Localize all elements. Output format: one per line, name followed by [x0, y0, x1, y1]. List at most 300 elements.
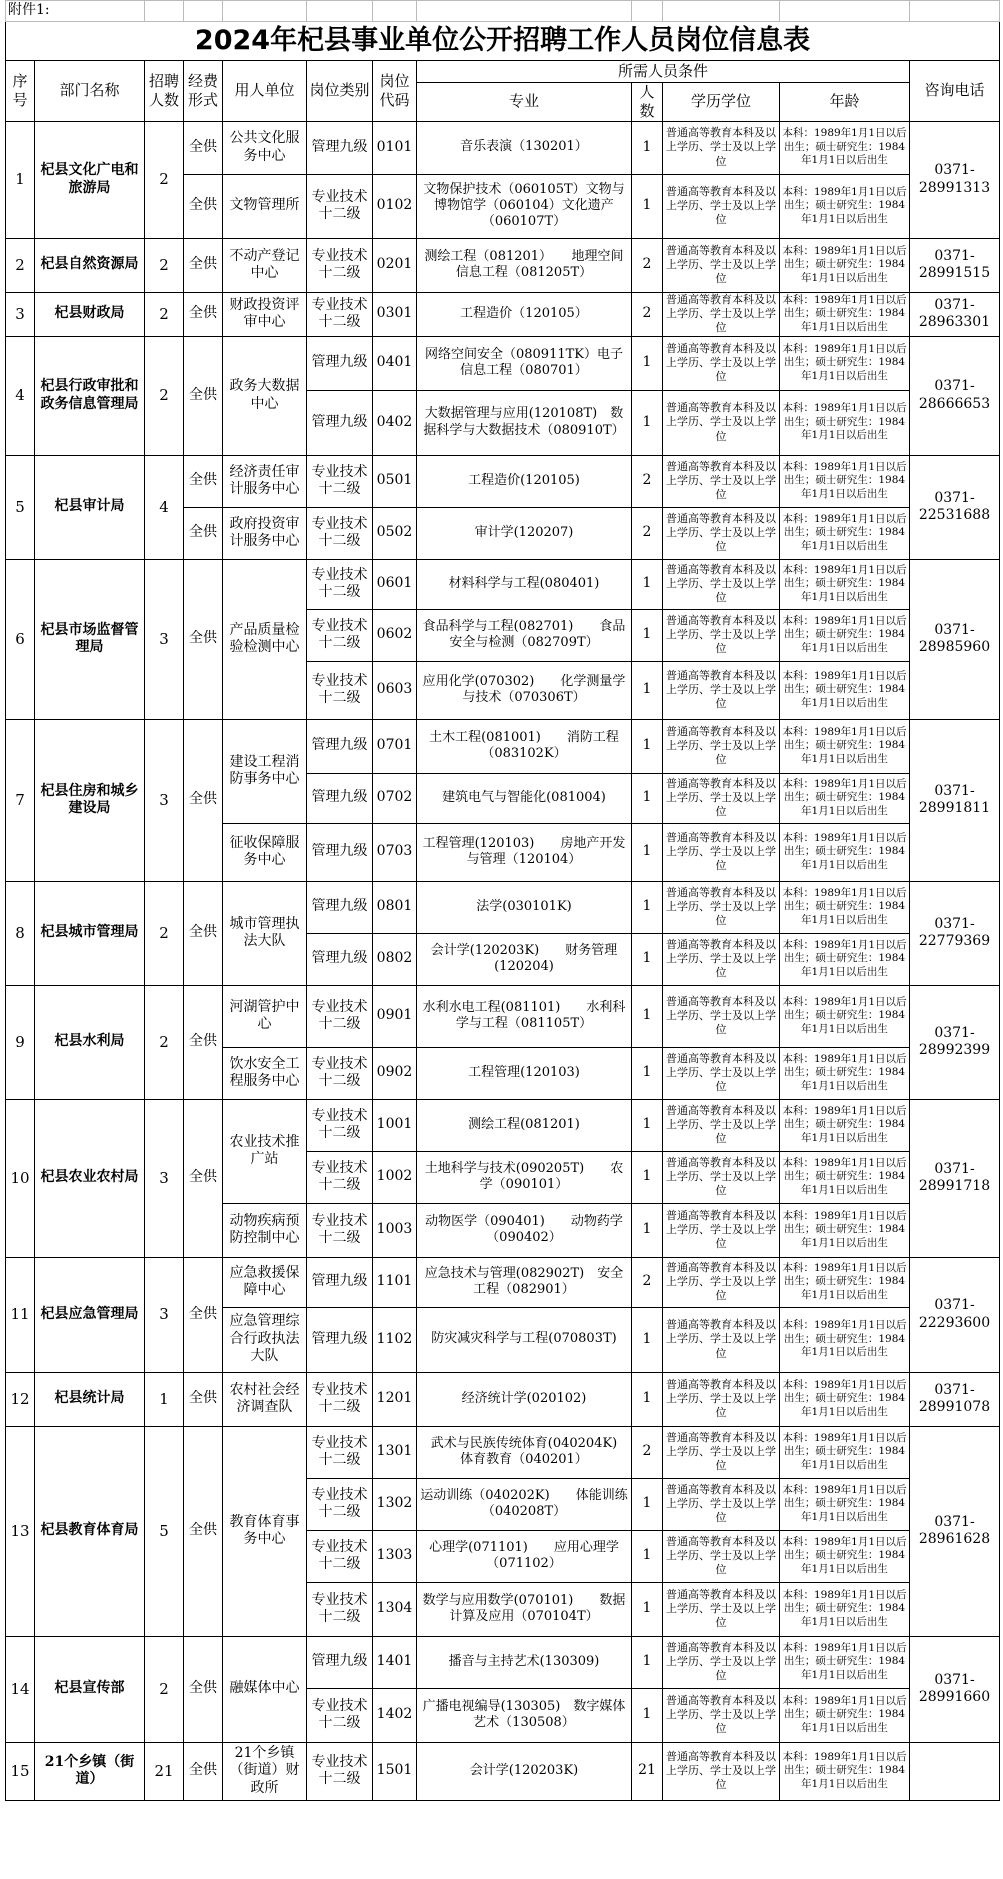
required-count: 2: [632, 292, 663, 336]
required-count: 1: [632, 1307, 663, 1372]
position-category: 管理九级: [307, 1307, 373, 1372]
fund-type: 全供: [184, 881, 223, 985]
required-major: 经济统计学(020102): [417, 1372, 632, 1426]
position-category: 管理九级: [307, 719, 373, 773]
position-code: 1501: [373, 1742, 417, 1800]
hire-count: 3: [145, 1099, 184, 1257]
employer-unit: 应急救援保障中心: [223, 1257, 307, 1307]
position-category: 管理九级: [307, 390, 373, 455]
position-category: 专业技术十二级: [307, 292, 373, 336]
required-major: 工程管理(120103): [417, 1047, 632, 1099]
consult-phone: 0371-28991660: [910, 1636, 1000, 1742]
position-code: 0602: [373, 609, 417, 661]
position-category: 专业技术十二级: [307, 174, 373, 238]
group-no: 3: [6, 292, 35, 336]
consult-phone: 0371-28991078: [910, 1372, 1000, 1426]
required-count: 1: [632, 1203, 663, 1257]
required-count: 1: [632, 719, 663, 773]
required-count: 1: [632, 1688, 663, 1742]
required-count: 1: [632, 390, 663, 455]
position-code: 0902: [373, 1047, 417, 1099]
required-count: 1: [632, 1636, 663, 1688]
header-fund: 经费形式: [184, 61, 223, 122]
required-major: 数学与应用数学(070101) 数据计算及应用（070104T）: [417, 1582, 632, 1636]
employer-unit: 财政投资评审中心: [223, 292, 307, 336]
education-requirement: 普通高等教育本科及以上学历、学士及以上学位: [663, 1151, 780, 1203]
required-major: 防灾减灾科学与工程(070803T): [417, 1307, 632, 1372]
consult-phone: 0371-28961628: [910, 1426, 1000, 1636]
age-requirement: 本科：1989年1月1日以后出生；硕士研究生：1984年1月1日以后出生: [780, 336, 910, 390]
position-category: 管理九级: [307, 881, 373, 933]
department-name: 杞县统计局: [35, 1372, 145, 1426]
employer-unit: 动物疾病预防控制中心: [223, 1203, 307, 1257]
age-requirement: 本科：1989年1月1日以后出生；硕士研究生：1984年1月1日以后出生: [780, 1372, 910, 1426]
department-name: 杞县宣传部: [35, 1636, 145, 1742]
position-code: 1001: [373, 1099, 417, 1151]
required-count: 1: [632, 559, 663, 609]
position-category: 专业技术十二级: [307, 1426, 373, 1478]
fund-type: 全供: [184, 336, 223, 455]
attachment-row: [6, 1, 1000, 22]
position-code: 0102: [373, 174, 417, 238]
required-major: 会计学(120203K): [417, 1742, 632, 1800]
consult-phone: 0371-28991718: [910, 1099, 1000, 1257]
required-count: 1: [632, 121, 663, 174]
required-major: 土木工程(081001) 消防工程（083102K）: [417, 719, 632, 773]
required-count: 2: [632, 455, 663, 507]
department-name: 杞县农业农村局: [35, 1099, 145, 1257]
position-category: 管理九级: [307, 1257, 373, 1307]
employer-unit: 经济责任审计服务中心: [223, 455, 307, 507]
age-requirement: 本科：1989年1月1日以后出生；硕士研究生：1984年1月1日以后出生: [780, 1636, 910, 1688]
position-code: 0501: [373, 455, 417, 507]
required-count: 1: [632, 174, 663, 238]
age-requirement: 本科：1989年1月1日以后出生；硕士研究生：1984年1月1日以后出生: [780, 661, 910, 719]
hire-count: 3: [145, 719, 184, 881]
required-count: 2: [632, 1257, 663, 1307]
table-row: [6, 121, 1000, 174]
position-category: 专业技术十二级: [307, 1582, 373, 1636]
position-code: 1302: [373, 1478, 417, 1530]
age-requirement: 本科：1989年1月1日以后出生；硕士研究生：1984年1月1日以后出生: [780, 933, 910, 985]
fund-type: 全供: [184, 292, 223, 336]
hire-count: 3: [145, 1257, 184, 1372]
department-name: 杞县文化广电和旅游局: [35, 121, 145, 238]
department-name: 21个乡镇（街道）: [35, 1742, 145, 1800]
position-category: 专业技术十二级: [307, 507, 373, 559]
fund-type: 全供: [184, 1257, 223, 1372]
recruitment-table-page: [5, 0, 999, 1801]
age-requirement: 本科：1989年1月1日以后出生；硕士研究生：1984年1月1日以后出生: [780, 292, 910, 336]
education-requirement: 普通高等教育本科及以上学历、学士及以上学位: [663, 609, 780, 661]
fund-type: 全供: [184, 1372, 223, 1426]
consult-phone: 0371-28992399: [910, 985, 1000, 1099]
department-name: 杞县市场监督管理局: [35, 559, 145, 719]
group-no: 12: [6, 1372, 35, 1426]
education-requirement: 普通高等教育本科及以上学历、学士及以上学位: [663, 292, 780, 336]
table-row: [6, 881, 1000, 933]
table-row: [6, 719, 1000, 773]
employer-unit: 产品质量检验检测中心: [223, 559, 307, 719]
education-requirement: 普通高等教育本科及以上学历、学士及以上学位: [663, 1257, 780, 1307]
position-category: 管理九级: [307, 1636, 373, 1688]
required-count: 2: [632, 1426, 663, 1478]
title-row: [6, 22, 1000, 61]
table-row: [6, 336, 1000, 390]
position-code: 0401: [373, 336, 417, 390]
hire-count: 2: [145, 238, 184, 292]
fund-type: 全供: [184, 1742, 223, 1800]
education-requirement: 普通高等教育本科及以上学历、学士及以上学位: [663, 719, 780, 773]
age-requirement: 本科：1989年1月1日以后出生；硕士研究生：1984年1月1日以后出生: [780, 1307, 910, 1372]
age-requirement: 本科：1989年1月1日以后出生；硕士研究生：1984年1月1日以后出生: [780, 121, 910, 174]
header-unit: 用人单位: [223, 61, 307, 122]
employer-unit: 应急管理综合行政执法大队: [223, 1307, 307, 1372]
required-major: 网络空间安全（080911TK）电子信息工程（080701）: [417, 336, 632, 390]
education-requirement: 普通高等教育本科及以上学历、学士及以上学位: [663, 507, 780, 559]
employer-unit: 政府投资审计服务中心: [223, 507, 307, 559]
required-count: 1: [632, 773, 663, 823]
education-requirement: 普通高等教育本科及以上学历、学士及以上学位: [663, 1530, 780, 1582]
education-requirement: 普通高等教育本科及以上学历、学士及以上学位: [663, 336, 780, 390]
table-row: [6, 238, 1000, 292]
required-major: 土地科学与技术(090205T) 农学（090101）: [417, 1151, 632, 1203]
required-major: 运动训练（040202K) 体能训练（040208T）: [417, 1478, 632, 1530]
age-requirement: 本科：1989年1月1日以后出生；硕士研究生：1984年1月1日以后出生: [780, 238, 910, 292]
employer-unit: 农业技术推广站: [223, 1099, 307, 1203]
education-requirement: 普通高等教育本科及以上学历、学士及以上学位: [663, 985, 780, 1047]
required-major: 工程管理(120103) 房地产开发与管理（120104）: [417, 823, 632, 881]
required-major: 大数据管理与应用(120108T) 数据科学与大数据技术（080910T）: [417, 390, 632, 455]
position-category: 专业技术十二级: [307, 1151, 373, 1203]
required-count: 1: [632, 1099, 663, 1151]
position-info-table: [5, 0, 1000, 1801]
position-category: 专业技术十二级: [307, 1688, 373, 1742]
position-code: 0703: [373, 823, 417, 881]
position-category: 专业技术十二级: [307, 1530, 373, 1582]
age-requirement: 本科：1989年1月1日以后出生；硕士研究生：1984年1月1日以后出生: [780, 881, 910, 933]
required-major: 文物保护技术（060105T）文物与博物馆学（060104）文化遗产（060107T）: [417, 174, 632, 238]
employer-unit: 城市管理执法大队: [223, 881, 307, 985]
fund-type: 全供: [184, 121, 223, 174]
required-major: 应急技术与管理(082902T) 安全工程（082901）: [417, 1257, 632, 1307]
position-code: 0201: [373, 238, 417, 292]
header-tel: 咨询电话: [910, 61, 1000, 122]
required-major: 水利水电工程(081101) 水利科学与工程（081105T）: [417, 985, 632, 1047]
age-requirement: 本科：1989年1月1日以后出生；硕士研究生：1984年1月1日以后出生: [780, 1530, 910, 1582]
fund-type: 全供: [184, 455, 223, 507]
required-major: 材料科学与工程(080401): [417, 559, 632, 609]
consult-phone: 0371-22293600: [910, 1257, 1000, 1372]
required-count: 1: [632, 1047, 663, 1099]
required-count: 1: [632, 933, 663, 985]
table-row: [6, 1099, 1000, 1151]
consult-phone: 0371-28991313: [910, 121, 1000, 238]
required-major: 食品科学与工程(082701) 食品安全与检测（082709T）: [417, 609, 632, 661]
position-code: 0601: [373, 559, 417, 609]
required-count: 1: [632, 1478, 663, 1530]
hire-count: 2: [145, 292, 184, 336]
position-code: 0502: [373, 507, 417, 559]
age-requirement: 本科：1989年1月1日以后出生；硕士研究生：1984年1月1日以后出生: [780, 1582, 910, 1636]
fund-type: 全供: [184, 1636, 223, 1742]
group-no: 4: [6, 336, 35, 455]
education-requirement: 普通高等教育本科及以上学历、学士及以上学位: [663, 1582, 780, 1636]
position-code: 1301: [373, 1426, 417, 1478]
position-code: 0101: [373, 121, 417, 174]
table-row: [6, 1426, 1000, 1478]
position-category: 管理九级: [307, 773, 373, 823]
header-row-1: [6, 61, 1000, 83]
group-no: 5: [6, 455, 35, 559]
required-major: 测绘工程(081201): [417, 1099, 632, 1151]
age-requirement: 本科：1989年1月1日以后出生；硕士研究生：1984年1月1日以后出生: [780, 609, 910, 661]
table-row: [6, 455, 1000, 507]
age-requirement: 本科：1989年1月1日以后出生；硕士研究生：1984年1月1日以后出生: [780, 719, 910, 773]
consult-phone: 0371-28666653: [910, 336, 1000, 455]
required-major: 播音与主持艺术(130309): [417, 1636, 632, 1688]
fund-type: 全供: [184, 238, 223, 292]
department-name: 杞县教育体育局: [35, 1426, 145, 1636]
position-category: 管理九级: [307, 121, 373, 174]
required-major: 武术与民族传统体育(040204K) 体育教育（040201）: [417, 1426, 632, 1478]
fund-type: 全供: [184, 719, 223, 881]
required-major: 动物医学（090401) 动物药学（090402）: [417, 1203, 632, 1257]
fund-type: 全供: [184, 174, 223, 238]
table-row: [6, 292, 1000, 336]
department-name: 杞县审计局: [35, 455, 145, 559]
consult-phone: 0371-22531688: [910, 455, 1000, 559]
age-requirement: 本科：1989年1月1日以后出生；硕士研究生：1984年1月1日以后出生: [780, 1426, 910, 1478]
fund-type: 全供: [184, 1099, 223, 1257]
required-count: 2: [632, 507, 663, 559]
required-major: 心理学(071101) 应用心理学（071102）: [417, 1530, 632, 1582]
department-name: 杞县水利局: [35, 985, 145, 1099]
department-name: 杞县城市管理局: [35, 881, 145, 985]
position-category: 管理九级: [307, 336, 373, 390]
position-code: 1201: [373, 1372, 417, 1426]
group-no: 7: [6, 719, 35, 881]
age-requirement: 本科：1989年1月1日以后出生；硕士研究生：1984年1月1日以后出生: [780, 390, 910, 455]
hire-count: 4: [145, 455, 184, 559]
required-major: 法学(030101K): [417, 881, 632, 933]
age-requirement: 本科：1989年1月1日以后出生；硕士研究生：1984年1月1日以后出生: [780, 507, 910, 559]
required-major: 工程造价(120105): [417, 455, 632, 507]
required-major: 会计学(120203K) 财务管理(120204): [417, 933, 632, 985]
position-category: 专业技术十二级: [307, 609, 373, 661]
department-name: 杞县住房和城乡建设局: [35, 719, 145, 881]
required-count: 1: [632, 823, 663, 881]
hire-count: 21: [145, 1742, 184, 1800]
position-code: 1002: [373, 1151, 417, 1203]
required-count: 1: [632, 609, 663, 661]
education-requirement: 普通高等教育本科及以上学历、学士及以上学位: [663, 1688, 780, 1742]
required-count: 2: [632, 238, 663, 292]
employer-unit: 教育体育事务中心: [223, 1426, 307, 1636]
position-category: 专业技术十二级: [307, 1372, 373, 1426]
required-major: 建筑电气与智能化(081004): [417, 773, 632, 823]
header-cnt: 人数: [632, 83, 663, 122]
position-code: 1102: [373, 1307, 417, 1372]
consult-phone: [910, 1742, 1000, 1800]
group-no: 14: [6, 1636, 35, 1742]
group-no: 9: [6, 985, 35, 1099]
education-requirement: 普通高等教育本科及以上学历、学士及以上学位: [663, 390, 780, 455]
required-count: 1: [632, 985, 663, 1047]
age-requirement: 本科：1989年1月1日以后出生；硕士研究生：1984年1月1日以后出生: [780, 1203, 910, 1257]
required-count: 1: [632, 1582, 663, 1636]
education-requirement: 普通高等教育本科及以上学历、学士及以上学位: [663, 1307, 780, 1372]
position-category: 专业技术十二级: [307, 661, 373, 719]
required-major: 测绘工程（081201） 地理空间信息工程（081205T）: [417, 238, 632, 292]
header-hire: 招聘人数: [145, 61, 184, 122]
table-row: [6, 985, 1000, 1047]
age-requirement: 本科：1989年1月1日以后出生；硕士研究生：1984年1月1日以后出生: [780, 823, 910, 881]
employer-unit: 饮水安全工程服务中心: [223, 1047, 307, 1099]
position-category: 专业技术十二级: [307, 1742, 373, 1800]
education-requirement: 普通高等教育本科及以上学历、学士及以上学位: [663, 559, 780, 609]
education-requirement: 普通高等教育本科及以上学历、学士及以上学位: [663, 1478, 780, 1530]
attachment-label: 附件1:: [6, 1, 145, 22]
age-requirement: 本科：1989年1月1日以后出生；硕士研究生：1984年1月1日以后出生: [780, 1099, 910, 1151]
position-code: 1101: [373, 1257, 417, 1307]
education-requirement: 普通高等教育本科及以上学历、学士及以上学位: [663, 121, 780, 174]
group-no: 15: [6, 1742, 35, 1800]
group-no: 11: [6, 1257, 35, 1372]
position-code: 0402: [373, 390, 417, 455]
employer-unit: 融媒体中心: [223, 1636, 307, 1742]
department-name: 杞县自然资源局: [35, 238, 145, 292]
consult-phone: 0371-28991515: [910, 238, 1000, 292]
header-edu: 学历学位: [663, 83, 780, 122]
age-requirement: 本科：1989年1月1日以后出生；硕士研究生：1984年1月1日以后出生: [780, 1478, 910, 1530]
table-row: [6, 1636, 1000, 1688]
required-count: 1: [632, 661, 663, 719]
required-major: 音乐表演（130201）: [417, 121, 632, 174]
table-row: [6, 559, 1000, 609]
header-no: 序号: [6, 61, 35, 122]
hire-count: 2: [145, 121, 184, 238]
table-row: [6, 1372, 1000, 1426]
consult-phone: 0371-28991811: [910, 719, 1000, 881]
education-requirement: 普通高等教育本科及以上学历、学士及以上学位: [663, 1203, 780, 1257]
table-row: [6, 1742, 1000, 1800]
required-major: 广播电视编导(130305) 数字媒体艺术（130508）: [417, 1688, 632, 1742]
age-requirement: 本科：1989年1月1日以后出生；硕士研究生：1984年1月1日以后出生: [780, 773, 910, 823]
position-category: 专业技术十二级: [307, 1203, 373, 1257]
education-requirement: 普通高等教育本科及以上学历、学士及以上学位: [663, 174, 780, 238]
page-title: 2024年杞县事业单位公开招聘工作人员岗位信息表: [6, 22, 1000, 61]
age-requirement: 本科：1989年1月1日以后出生；硕士研究生：1984年1月1日以后出生: [780, 1688, 910, 1742]
position-code: 1003: [373, 1203, 417, 1257]
group-no: 1: [6, 121, 35, 238]
education-requirement: 普通高等教育本科及以上学历、学士及以上学位: [663, 238, 780, 292]
required-count: 1: [632, 1151, 663, 1203]
hire-count: 2: [145, 336, 184, 455]
education-requirement: 普通高等教育本科及以上学历、学士及以上学位: [663, 1742, 780, 1800]
position-code: 0701: [373, 719, 417, 773]
group-no: 10: [6, 1099, 35, 1257]
position-code: 1304: [373, 1582, 417, 1636]
position-code: 1401: [373, 1636, 417, 1688]
age-requirement: 本科：1989年1月1日以后出生；硕士研究生：1984年1月1日以后出生: [780, 1742, 910, 1800]
required-major: 审计学(120207): [417, 507, 632, 559]
position-code: 1303: [373, 1530, 417, 1582]
department-name: 杞县应急管理局: [35, 1257, 145, 1372]
required-count: 1: [632, 881, 663, 933]
age-requirement: 本科：1989年1月1日以后出生；硕士研究生：1984年1月1日以后出生: [780, 1257, 910, 1307]
education-requirement: 普通高等教育本科及以上学历、学士及以上学位: [663, 823, 780, 881]
position-category: 管理九级: [307, 823, 373, 881]
hire-count: 2: [145, 1636, 184, 1742]
department-name: 杞县财政局: [35, 292, 145, 336]
fund-type: 全供: [184, 985, 223, 1099]
age-requirement: 本科：1989年1月1日以后出生；硕士研究生：1984年1月1日以后出生: [780, 174, 910, 238]
consult-phone: 0371-28963301: [910, 292, 1000, 336]
employer-unit: 农村社会经济调查队: [223, 1372, 307, 1426]
age-requirement: 本科：1989年1月1日以后出生；硕士研究生：1984年1月1日以后出生: [780, 455, 910, 507]
position-category: 专业技术十二级: [307, 1099, 373, 1151]
education-requirement: 普通高等教育本科及以上学历、学士及以上学位: [663, 661, 780, 719]
education-requirement: 普通高等教育本科及以上学历、学士及以上学位: [663, 933, 780, 985]
position-category: 专业技术十二级: [307, 1047, 373, 1099]
education-requirement: 普通高等教育本科及以上学历、学士及以上学位: [663, 1426, 780, 1478]
age-requirement: 本科：1989年1月1日以后出生；硕士研究生：1984年1月1日以后出生: [780, 1151, 910, 1203]
fund-type: 全供: [184, 507, 223, 559]
group-no: 13: [6, 1426, 35, 1636]
position-category: 专业技术十二级: [307, 238, 373, 292]
department-name: 杞县行政审批和政务信息管理局: [35, 336, 145, 455]
position-code: 0603: [373, 661, 417, 719]
group-no: 8: [6, 881, 35, 985]
age-requirement: 本科：1989年1月1日以后出生；硕士研究生：1984年1月1日以后出生: [780, 559, 910, 609]
employer-unit: 文物管理所: [223, 174, 307, 238]
employer-unit: 河湖管护中心: [223, 985, 307, 1047]
position-code: 0702: [373, 773, 417, 823]
table-row: [6, 1257, 1000, 1307]
employer-unit: 公共文化服务中心: [223, 121, 307, 174]
consult-phone: 0371-22779369: [910, 881, 1000, 985]
employer-unit: 建设工程消防事务中心: [223, 719, 307, 823]
position-code: 0901: [373, 985, 417, 1047]
education-requirement: 普通高等教育本科及以上学历、学士及以上学位: [663, 1372, 780, 1426]
required-major: 应用化学(070302) 化学测量学与技术（070306T）: [417, 661, 632, 719]
education-requirement: 普通高等教育本科及以上学历、学士及以上学位: [663, 1099, 780, 1151]
group-no: 2: [6, 238, 35, 292]
header-major: 专业: [417, 83, 632, 122]
hire-count: 1: [145, 1372, 184, 1426]
education-requirement: 普通高等教育本科及以上学历、学士及以上学位: [663, 881, 780, 933]
employer-unit: 21个乡镇（街道）财政所: [223, 1742, 307, 1800]
fund-type: 全供: [184, 1426, 223, 1636]
hire-count: 5: [145, 1426, 184, 1636]
required-count: 1: [632, 1530, 663, 1582]
header-requirements: 所需人员条件: [417, 61, 910, 83]
group-no: 6: [6, 559, 35, 719]
position-code: 0802: [373, 933, 417, 985]
education-requirement: 普通高等教育本科及以上学历、学士及以上学位: [663, 1636, 780, 1688]
employer-unit: 政务大数据中心: [223, 336, 307, 455]
age-requirement: 本科：1989年1月1日以后出生；硕士研究生：1984年1月1日以后出生: [780, 1047, 910, 1099]
required-count: 21: [632, 1742, 663, 1800]
position-code: 1402: [373, 1688, 417, 1742]
required-count: 1: [632, 1372, 663, 1426]
header-age: 年龄: [780, 83, 910, 122]
position-category: 专业技术十二级: [307, 1478, 373, 1530]
age-requirement: 本科：1989年1月1日以后出生；硕士研究生：1984年1月1日以后出生: [780, 985, 910, 1047]
position-code: 0301: [373, 292, 417, 336]
required-count: 1: [632, 336, 663, 390]
